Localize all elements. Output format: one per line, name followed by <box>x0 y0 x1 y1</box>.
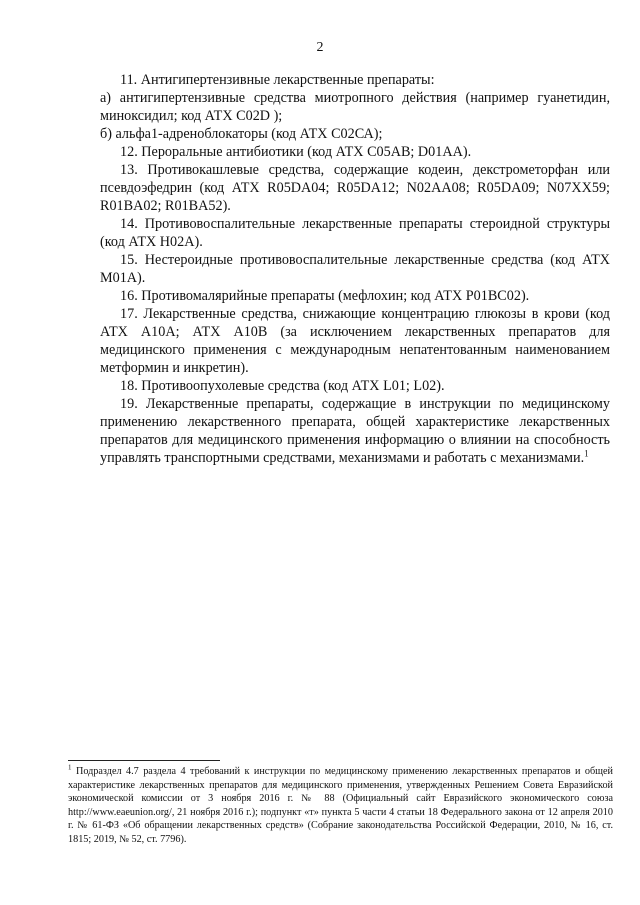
page-number: 2 <box>316 40 324 55</box>
footnote-marker: 1 <box>68 763 72 772</box>
list-item: 18. Противоопухолевые средства (код АТХ L01; L02). <box>120 378 445 394</box>
list-item: 16. Противомалярийные препараты (мефлохин; код АТХ Р01ВС02). <box>120 288 530 304</box>
list-item: 11. Антигипертензивные лекарственные препараты: <box>120 72 435 88</box>
list-item: 13. Противокашлевые средства, содержащие кодеин, декстрометорфан или псевдоэфедрин (код АТХ R05DA04; R05DA12; N02AA08; R05DA09; N07XX59; R01BA02; R01BA52). <box>100 162 610 214</box>
list-item: а) антигипертензивные средства миотропного действия (например гуанетидин, миноксидил; код АТХ С02D ); <box>100 90 610 124</box>
footnote-reference[interactable]: 1 <box>584 448 589 459</box>
body-text <box>100 71 610 467</box>
footnote <box>68 765 613 846</box>
footnote-text: Подраздел 4.7 раздела 4 требований к инструкции по медицинскому применению лекарственных препаратов и общей характеристике лекарственных препаратов для медицинского применения, утвержденных Решением Совета Евразийской экономической комиссии от 3 ноября 2016 г. № 88 (Официальный сайт Евразийского экономического союза http://www.eaeunion.org/, 21 ноября 2016 г.); подпункт «т» пункта 5 части 4 статьи 18 Федерального закона от 12 апреля 2010 г. № 61-ФЗ «Об обращении лекарственных средств» (Собрание законодательства Российской Федерации, 2010, № 16, ст. 1815; 2019, № 52, ст. 7796). <box>68 766 613 845</box>
list-item-with-footnote <box>100 395 610 467</box>
list-item-text: 19. Лекарственные препараты, содержащие в инструкции по медицинскому применению лекарственного препарата, общей характеристике лекарственных препаратов для медицинского применения информацию о влиянии на способность управлять транспортными средствами, механизмами и работать с механизмами. <box>100 396 610 466</box>
footnote-separator <box>68 760 220 761</box>
list-item: 15. Нестероидные противовоспалительные лекарственные средства (код АТХ М01А). <box>100 252 610 286</box>
list-item: 17. Лекарственные средства, снижающие концентрацию глюкозы в крови (код АТХ А10А; АТХ А10В (за исключением лекарственных препаратов для медицинского применения с международным непатентованным наименованием метформин и инкретин). <box>100 306 610 376</box>
list-item: 12. Пероральные антибиотики (код АТХ С05АВ; D01AA). <box>120 144 472 160</box>
list-item: б) альфа1-адреноблокаторы (код АТХ С02СА); <box>100 126 383 142</box>
list-item: 14. Противовоспалительные лекарственные препараты стероидной структуры (код АТХ Н02А). <box>100 216 610 250</box>
